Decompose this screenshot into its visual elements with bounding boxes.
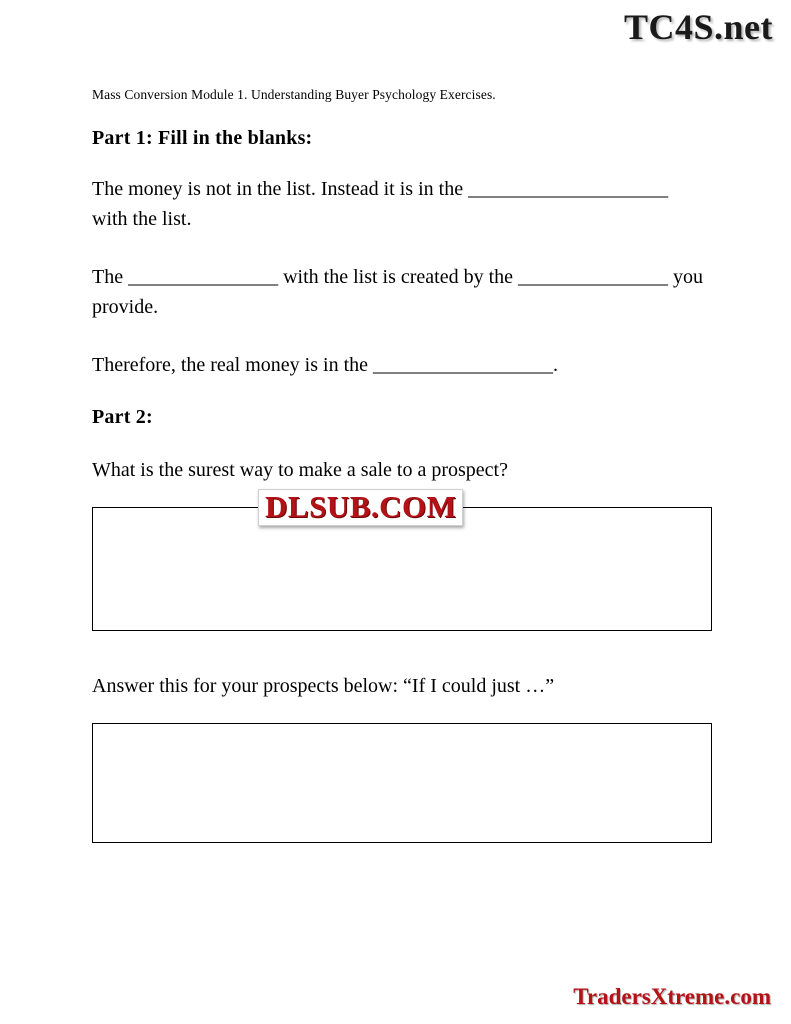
part-2-question: What is the surest way to make a sale to a prospect? <box>92 458 508 481</box>
document-body <box>92 86 708 843</box>
fill-blank-item-1: The money is not in the list. Instead it is in the ____________________ with the list. <box>92 177 669 230</box>
answer-box-2[interactable] <box>92 723 712 843</box>
part-1-heading: Part 1: Fill in the blanks: <box>92 126 313 149</box>
part-2-prompt: Answer this for your prospects below: “If I could just …” <box>92 674 555 697</box>
part-2-heading: Part 2: <box>92 405 153 428</box>
fill-blank-item-2: The _______________ with the list is created by the _______________ you provide. <box>92 265 704 318</box>
watermark-top-right: TC4S.net <box>623 7 773 47</box>
fill-blank-item-3: Therefore, the real money is in the __________________. <box>92 353 558 376</box>
watermark-bottom-right: TradersXtreme.com <box>573 984 771 1009</box>
watermark-center: DLSUB.COM <box>258 489 463 526</box>
document-subject-line: Mass Conversion Module 1. Understanding Buyer Psychology Exercises. <box>92 87 496 102</box>
